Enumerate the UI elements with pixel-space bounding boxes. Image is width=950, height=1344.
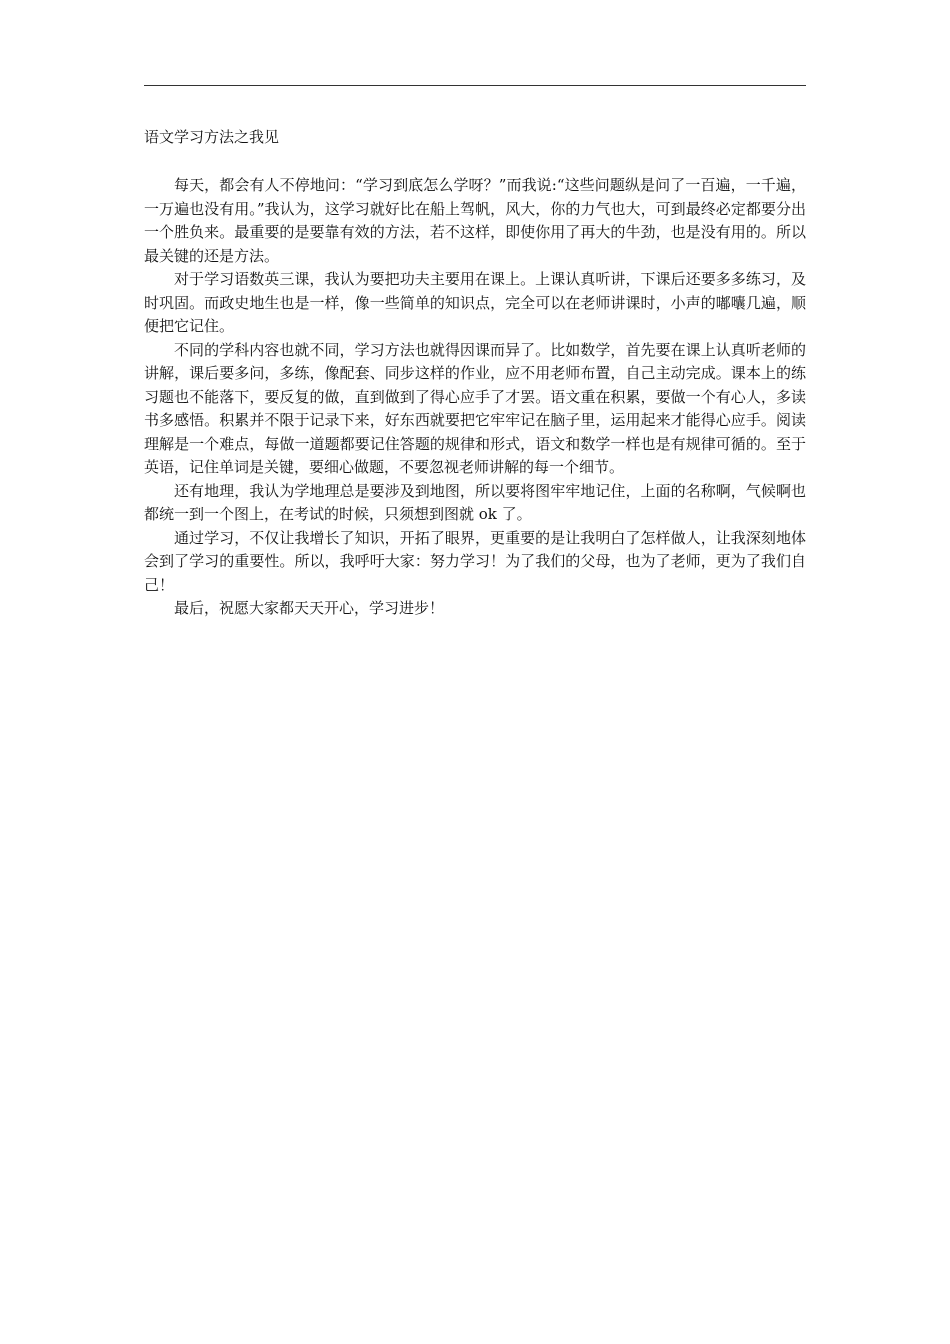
header-rule	[144, 85, 806, 86]
document-body	[144, 174, 806, 621]
paragraph-1: 每天，都会有人不停地问：“学习到底怎么学呀？”而我说:“这些问题纵是问了一百遍，一千遍，一万遍也没有用。”我认为，这学习就好比在船上驾帆，风大，你的力气也大，可到最终必定都要分出一个胜负来。最重要的是要靠有效的方法，若不这样，即使你用了再大的牛劲，也是没有用的。所以最关键的还是方法。	[144, 176, 806, 265]
paragraph-5: 通过学习，不仅让我增长了知识，开拓了眼界，更重要的是让我明白了怎样做人，让我深刻地体会到了学习的重要性。所以，我呼吁大家：努力学习！为了我们的父母，也为了老师，更为了我们自己！	[144, 528, 806, 594]
paragraph-2: 对于学习语数英三课，我认为要把功夫主要用在课上。上课认真听讲，下课后还要多多练习，及时巩固。而政史地生也是一样，像一些简单的知识点，完全可以在老师讲课时，小声的嘟囔几遍，顺便把它记住。	[144, 270, 806, 335]
paragraph-4: 还有地理，我认为学地理总是要涉及到地图，所以要将图牢牢地记住，上面的名称啊，气候啊也都统一到一个图上，在考试的时候，只须想到图就 ok 了。	[144, 481, 806, 523]
document-title: 语文学习方法之我见	[144, 128, 280, 146]
paragraph-3: 不同的学科内容也就不同，学习方法也就得因课而异了。比如数学，首先要在课上认真听老师的讲解，课后要多问，多练，像配套、同步这样的作业，应不用老师布置，自己主动完成。课本上的练习题也不能落下，要反复的做，直到做到了得心应手了才罢。语文重在积累，要做一个有心人，多读书多感悟。积累并不限于记录下来，好东西就要把它牢牢记在脑子里，运用起来才能得心应手。阅读理解是一个难点，每做一道题都要记住答题的规律和形式，语文和数学一样也是有规律可循的。至于英语，记住单词是关键，要细心做题，不要忽视老师讲解的每一个细节。	[144, 340, 806, 476]
paragraph-6: 最后，祝愿大家都天天开心，学习进步！	[174, 599, 445, 617]
